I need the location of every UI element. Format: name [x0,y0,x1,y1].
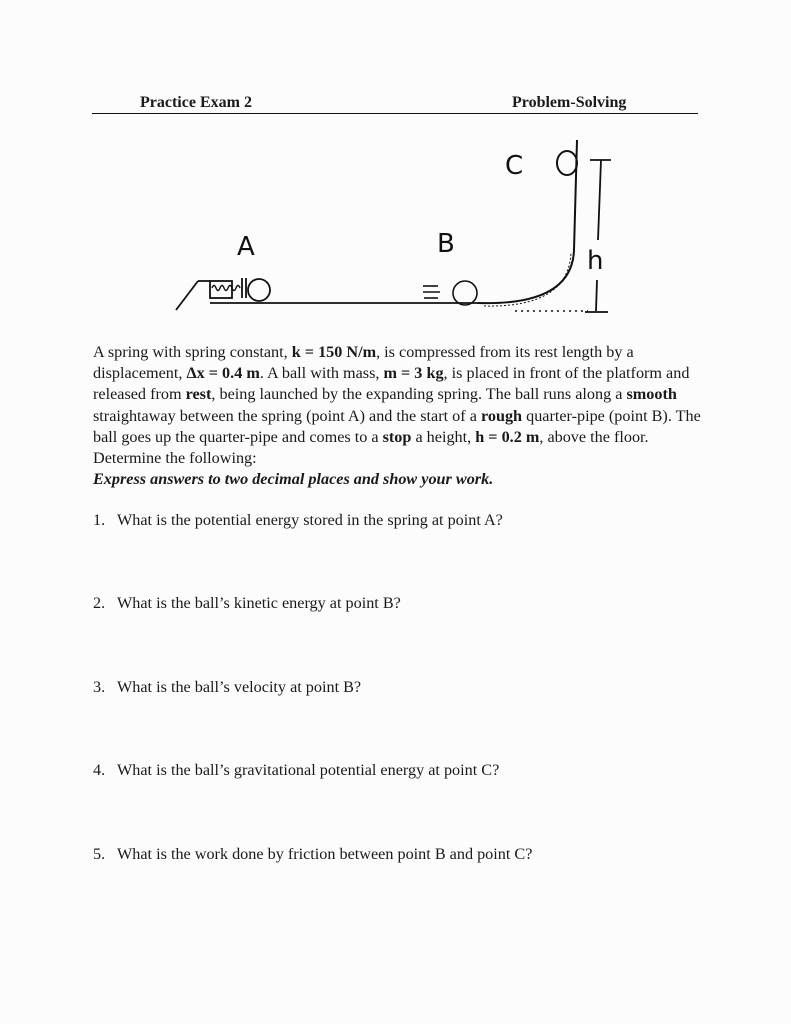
label-b: B [437,229,455,259]
header-right: Problem-Solving [512,94,627,111]
ball-b-group [423,281,477,305]
ball-a [248,279,270,301]
question-5: 5. What is the work done by friction between point B and point C? [93,845,533,863]
label-c: C [505,151,524,181]
spring-assembly [176,278,270,310]
problem-diagram [0,130,791,330]
mass: m = 3 kg [383,364,444,383]
question-1: 1. What is the potential energy stored in the spring at point A? [93,511,503,529]
page-header [92,93,698,114]
label-a: A [237,232,255,262]
rough-surface [484,252,571,306]
label-h: h [587,246,604,276]
height-value: h = 0.2 m [475,427,540,446]
height-marker [585,160,611,312]
quarter-pipe [478,140,577,303]
instruction: Express answers to two decimal places and show your work. [93,470,494,489]
question-4: 4. What is the ball’s gravitational potential energy at point C? [93,761,500,779]
question-3: 3. What is the ball’s velocity at point B? [93,678,362,696]
problem-statement: A spring with spring constant, k = 150 N/m, is compressed from its rest length by a displacement, Δx = 0.4 m. A ball with mass, m = 3 kg, is placed in front of the platform and released from rest, being launched by the expanding spring. The ball runs along a smooth straightaway between the spring (point A) and the start of a rough quarter-pipe (point B). The ball goes up the quarter-pipe and comes to a stop a height, h = 0.2 m, above the floor. Determine the following: Express answers to two decimal places and show your work. [93,342,703,490]
spring-constant: k = 150 N/m [291,343,377,361]
spring-platform [210,281,232,298]
question-2: 2. What is the ball’s kinetic energy at point B? [93,594,401,612]
header-left: Practice Exam 2 [140,94,252,111]
displacement: Δx = 0.4 m [186,364,260,383]
spring-coil [212,286,240,291]
ball-b [453,281,477,305]
ball-c [557,151,577,175]
wall-line [176,281,198,310]
